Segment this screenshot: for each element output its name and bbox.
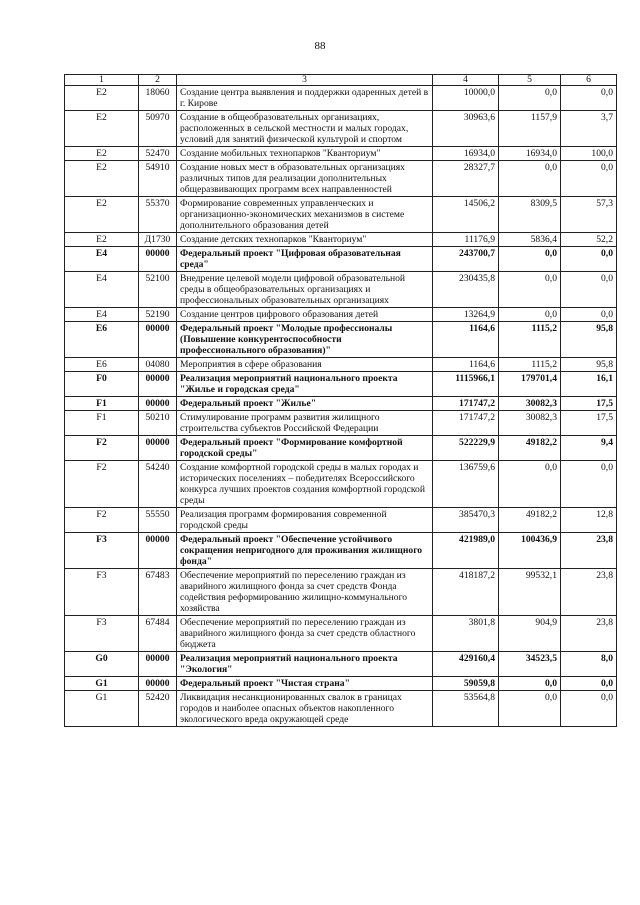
program-code-cell: F3 [65,616,139,652]
fact-amount-cell: 34523,5 [499,652,561,677]
percent-cell: 57,3 [561,197,617,233]
percent-cell: 23,8 [561,533,617,569]
direction-code-cell: 50210 [139,411,177,436]
header-col-6: 6 [561,75,617,86]
name-cell: Стимулирование программ развития жилищного строительства субъектов Российской Федерации [177,411,433,436]
fact-amount-cell: 100436,9 [499,533,561,569]
fact-amount-cell: 49182,2 [499,436,561,461]
percent-cell: 12,8 [561,508,617,533]
fact-amount-cell: 30082,3 [499,411,561,436]
program-code-cell: E4 [65,308,139,322]
direction-code-cell: 04080 [139,358,177,372]
fact-amount-cell: 49182,2 [499,508,561,533]
direction-code-cell: 54910 [139,161,177,197]
percent-cell: 16,1 [561,372,617,397]
direction-code-cell: 00000 [139,652,177,677]
table-row [65,111,617,147]
fact-amount-cell: 8309,5 [499,197,561,233]
fact-amount-cell: 0,0 [499,161,561,197]
plan-amount-cell: 30963,6 [433,111,499,147]
name-cell: Создание центров цифрового образования детей [177,308,433,322]
plan-amount-cell: 136759,6 [433,461,499,508]
header-col-2: 2 [139,75,177,86]
program-code-cell: F0 [65,372,139,397]
fact-amount-cell: 904,9 [499,616,561,652]
name-cell: Федеральный проект "Цифровая образовательная среда" [177,247,433,272]
direction-code-cell: 18060 [139,86,177,111]
percent-cell: 17,5 [561,411,617,436]
plan-amount-cell: 429160,4 [433,652,499,677]
table-row [65,197,617,233]
plan-amount-cell: 522229,9 [433,436,499,461]
name-cell: Реализация программ формирования современной городской среды [177,508,433,533]
table-row [65,652,617,677]
fact-amount-cell: 179701,4 [499,372,561,397]
table-row [65,86,617,111]
direction-code-cell: 00000 [139,436,177,461]
name-cell: Федеральный проект "Чистая страна" [177,677,433,691]
table-row [65,677,617,691]
header-col-1: 1 [65,75,139,86]
fact-amount-cell: 0,0 [499,247,561,272]
plan-amount-cell: 1164,6 [433,322,499,358]
fact-amount-cell: 5836,4 [499,233,561,247]
name-cell: Создание в общеобразовательных организациях, расположенных в сельской местности и малых городах, условий для занятий физической культурой и спортом [177,111,433,147]
direction-code-cell: 52190 [139,308,177,322]
plan-amount-cell: 11176,9 [433,233,499,247]
plan-amount-cell: 171747,2 [433,411,499,436]
fact-amount-cell: 1115,2 [499,358,561,372]
direction-code-cell: Д1730 [139,233,177,247]
fact-amount-cell: 0,0 [499,308,561,322]
plan-amount-cell: 1115966,1 [433,372,499,397]
page-number: 88 [314,40,326,52]
direction-code-cell: 52100 [139,272,177,308]
percent-cell: 0,0 [561,272,617,308]
plan-amount-cell: 243700,7 [433,247,499,272]
plan-amount-cell: 1164,6 [433,358,499,372]
direction-code-cell: 55550 [139,508,177,533]
plan-amount-cell: 28327,7 [433,161,499,197]
name-cell: Мероприятия в сфере образования [177,358,433,372]
name-cell: Федеральный проект "Формирование комфортной городской среды" [177,436,433,461]
plan-amount-cell: 14506,2 [433,197,499,233]
table-row [65,272,617,308]
name-cell: Создание детских технопарков "Кванториум" [177,233,433,247]
percent-cell: 95,8 [561,358,617,372]
name-cell: Федеральный проект "Молодые профессионалы (Повышение конкурентоспособности профессионального образования)" [177,322,433,358]
percent-cell: 23,8 [561,616,617,652]
fact-amount-cell: 16934,0 [499,147,561,161]
table-row [65,569,617,616]
table-row [65,247,617,272]
percent-cell: 8,0 [561,652,617,677]
program-code-cell: E6 [65,358,139,372]
direction-code-cell: 52470 [139,147,177,161]
plan-amount-cell: 53564,8 [433,691,499,727]
fact-amount-cell: 0,0 [499,691,561,727]
program-code-cell: G0 [65,652,139,677]
percent-cell: 52,2 [561,233,617,247]
header-col-4: 4 [433,75,499,86]
name-cell: Федеральный проект "Жилье" [177,397,433,411]
direction-code-cell: 00000 [139,372,177,397]
fact-amount-cell: 0,0 [499,461,561,508]
program-code-cell: F2 [65,461,139,508]
name-cell: Создание центра выявления и поддержки одаренных детей в г. Кирове [177,86,433,111]
direction-code-cell: 50970 [139,111,177,147]
name-cell: Внедрение целевой модели цифровой образовательной среды в общеобразовательных организациях и профессиональных образовательных организациях [177,272,433,308]
plan-amount-cell: 3801,8 [433,616,499,652]
table-row [65,308,617,322]
direction-code-cell: 67484 [139,616,177,652]
table-row [65,411,617,436]
fact-amount-cell: 0,0 [499,677,561,691]
percent-cell: 0,0 [561,161,617,197]
fact-amount-cell: 1157,9 [499,111,561,147]
direction-code-cell: 52420 [139,691,177,727]
table-row [65,616,617,652]
fact-amount-cell: 1115,2 [499,322,561,358]
name-cell: Обеспечение мероприятий по переселению граждан из аварийного жилищного фонда за счет средств Фонда содействия реформированию жилищно-коммунального хозяйства [177,569,433,616]
plan-amount-cell: 230435,8 [433,272,499,308]
percent-cell: 0,0 [561,461,617,508]
table-row [65,533,617,569]
plan-amount-cell: 418187,2 [433,569,499,616]
fact-amount-cell: 0,0 [499,86,561,111]
percent-cell: 3,7 [561,111,617,147]
name-cell: Федеральный проект "Обеспечение устойчивого сокращения непригодного для проживания жилищного фонда" [177,533,433,569]
table-row [65,322,617,358]
plan-amount-cell: 59059,8 [433,677,499,691]
table-row [65,691,617,727]
plan-amount-cell: 171747,2 [433,397,499,411]
name-cell: Создание мобильных технопарков "Кванториум" [177,147,433,161]
table-row [65,358,617,372]
table-body [65,86,617,727]
direction-code-cell: 55370 [139,197,177,233]
fact-amount-cell: 0,0 [499,272,561,308]
program-code-cell: F3 [65,533,139,569]
name-cell: Формирование современных управленческих и организационно-экономических механизмов в системе дополнительного образования детей [177,197,433,233]
direction-code-cell: 00000 [139,533,177,569]
plan-amount-cell: 16934,0 [433,147,499,161]
percent-cell: 100,0 [561,147,617,161]
program-code-cell: E2 [65,111,139,147]
program-code-cell: E2 [65,86,139,111]
table-row [65,508,617,533]
program-code-cell: G1 [65,677,139,691]
header-col-3: 3 [177,75,433,86]
table-row [65,372,617,397]
plan-amount-cell: 13264,9 [433,308,499,322]
program-code-cell: F2 [65,508,139,533]
header-col-5: 5 [499,75,561,86]
budget-table [64,74,617,727]
table-row [65,461,617,508]
table-row [65,397,617,411]
header-row [65,75,617,86]
direction-code-cell: 00000 [139,322,177,358]
program-code-cell: E4 [65,247,139,272]
name-cell: Создание комфортной городской среды в малых городах и исторических поселениях – победителях Всероссийского конкурса лучших проектов создания комфортной городской среды [177,461,433,508]
program-code-cell: E4 [65,272,139,308]
fact-amount-cell: 99532,1 [499,569,561,616]
table-row [65,233,617,247]
program-code-cell: E6 [65,322,139,358]
percent-cell: 0,0 [561,308,617,322]
table-row [65,161,617,197]
plan-amount-cell: 421989,0 [433,533,499,569]
plan-amount-cell: 10000,0 [433,86,499,111]
plan-amount-cell: 385470,3 [433,508,499,533]
direction-code-cell: 00000 [139,397,177,411]
name-cell: Ликвидация несанкционированных свалок в границах городов и наиболее опасных объектов накопленного экологического вреда окружающей среде [177,691,433,727]
program-code-cell: F3 [65,569,139,616]
name-cell: Реализация мероприятий национального проекта "Жилье и городская среда" [177,372,433,397]
program-code-cell: G1 [65,691,139,727]
direction-code-cell: 54240 [139,461,177,508]
program-code-cell: E2 [65,161,139,197]
program-code-cell: F2 [65,436,139,461]
percent-cell: 17,5 [561,397,617,411]
program-code-cell: E2 [65,147,139,161]
name-cell: Обеспечение мероприятий по переселению граждан из аварийного жилищного фонда за счет средств областного бюджета [177,616,433,652]
fact-amount-cell: 30082,3 [499,397,561,411]
table-row [65,147,617,161]
program-code-cell: E2 [65,197,139,233]
percent-cell: 0,0 [561,86,617,111]
percent-cell: 0,0 [561,691,617,727]
program-code-cell: F1 [65,397,139,411]
table-row [65,436,617,461]
program-code-cell: F1 [65,411,139,436]
program-code-cell: E2 [65,233,139,247]
direction-code-cell: 67483 [139,569,177,616]
direction-code-cell: 00000 [139,677,177,691]
name-cell: Создание новых мест в образовательных организациях различных типов для реализации дополнительных общеразвивающих программ всех направленностей [177,161,433,197]
percent-cell: 0,0 [561,247,617,272]
direction-code-cell: 00000 [139,247,177,272]
percent-cell: 23,8 [561,569,617,616]
percent-cell: 9,4 [561,436,617,461]
percent-cell: 0,0 [561,677,617,691]
name-cell: Реализация мероприятий национального проекта "Экология" [177,652,433,677]
percent-cell: 95,8 [561,322,617,358]
